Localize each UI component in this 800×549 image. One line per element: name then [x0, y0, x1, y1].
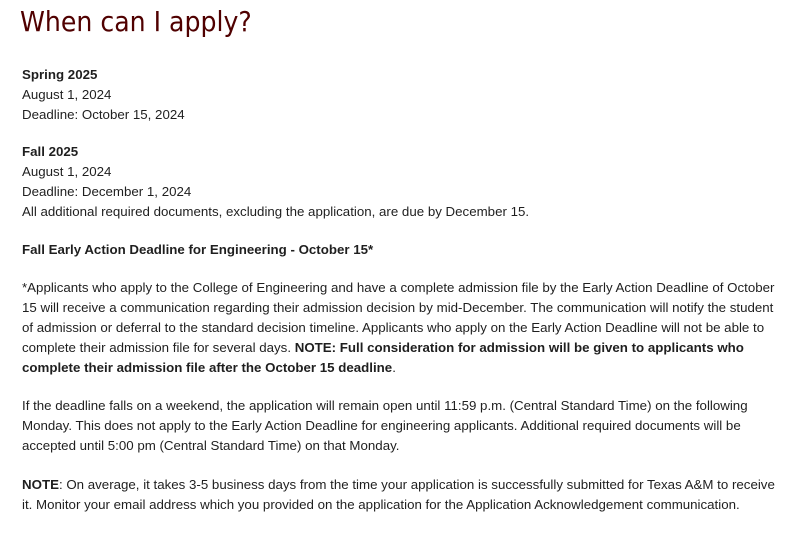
spring-deadline: Deadline: October 15, 2024: [22, 106, 185, 122]
early-action-body: *Applicants who apply to the College of Engineering and have a complete admission file by the Early Action Deadline of October 15 will receive a communication regarding their admission decision by mid-December. The communication will notify the student of admission or deferral to the standard decision timeline. Applicants who apply on the Early Action Deadline will not be able to complete their admission file for several days.: [22, 280, 775, 355]
weekend-paragraph: [22, 396, 782, 455]
fall-open-date: August 1, 2024: [22, 164, 112, 180]
early-action-heading-text: Fall Early Action Deadline for Engineering - October 15*: [22, 241, 374, 257]
processing-note-paragraph: [22, 475, 782, 515]
processing-note-body: : On average, it takes 3-5 business days from the time your application is successfully submitted for Texas A&M to receive it. Monitor your email address which you provided on the application for the Application Acknowledgement communication.: [22, 476, 775, 512]
spring-term-label: Spring 2025: [22, 67, 98, 82]
early-action-note-end: .: [392, 359, 396, 375]
fall-documents-note: All additional required documents, excluding the application, are due by December 15.: [22, 203, 530, 219]
page-content: [22, 0, 782, 514]
early-action-paragraph: [22, 278, 782, 377]
fall-deadline: Deadline: December 1, 2024: [22, 183, 192, 199]
weekend-body: If the deadline falls on a weekend, the application will remain open until 11:59 p.m. (Central Standard Time) on the following Monday. This does not apply to the Early Action Deadline for engineering applicants. Additional required documents will be accepted until 5:00 pm (Central Standard Time) on that Monday.: [22, 398, 748, 453]
early-action-heading: [22, 240, 782, 260]
fall-term-label: Fall 2025: [22, 144, 79, 160]
processing-note-label: NOTE: [22, 476, 59, 492]
page-title: When can I apply?: [20, 5, 252, 38]
spring-open-date: August 1, 2024: [22, 86, 112, 102]
fall-deadline-block: [22, 142, 782, 221]
spring-deadline-block: [22, 65, 782, 124]
early-action-note: NOTE: Full consideration for admission will be given to applicants who complete their admission file after the October 15 deadline: [22, 339, 744, 375]
